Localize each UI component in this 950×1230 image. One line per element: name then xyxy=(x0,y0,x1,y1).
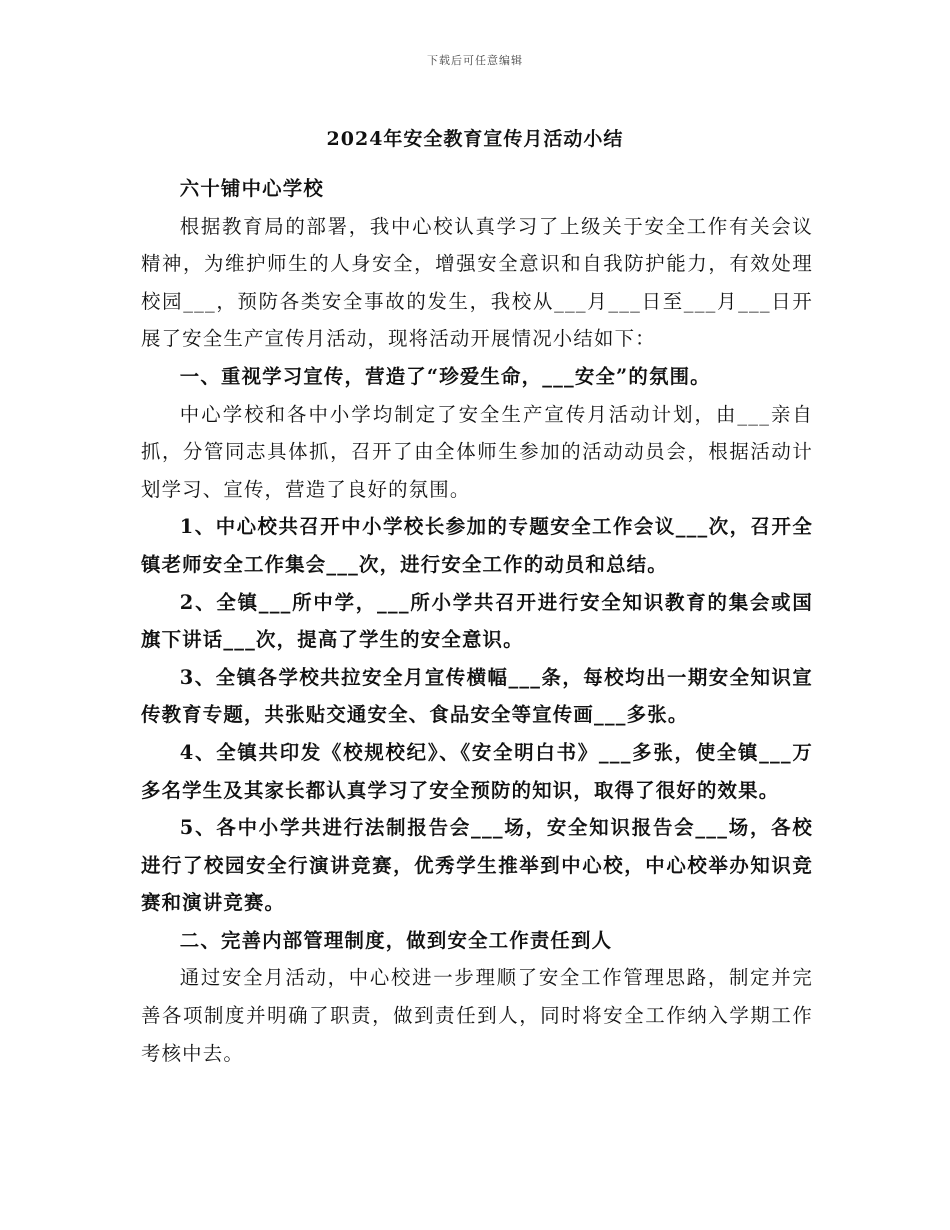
section-2-paragraph: 通过安全月活动，中心校进一步理顺了安全工作管理思路，制定并完善各项制度并明确了职责，做到责任到人，同时将安全工作纳入学期工作考核中去。 xyxy=(141,966,813,1065)
list-item-4: 4、全镇共印发《校规校纪》、《安全明白书》___多张，使全镇___万多名学生及其家长都认真学习了安全预防的知识，取得了很好的效果。 xyxy=(141,740,813,802)
list-item-1: 1、中心校共召开中小学校长参加的专题安全工作会议___次，召开全镇老师安全工作集会___次，进行安全工作的动员和总结。 xyxy=(141,515,813,576)
header-note: 下载后可任意编辑 xyxy=(427,54,523,67)
school-name: 六十铺中心学校 xyxy=(179,177,324,200)
section-heading-1: 一、重视学习宣传，营造了“珍爱生命，___安全”的氛围。 xyxy=(179,364,711,388)
document-body xyxy=(141,170,813,1072)
section-heading-2: 二、完善内部管理制度，做到安全工作责任到人 xyxy=(179,928,613,952)
list-item-5: 5、各中小学共进行法制报告会___场，安全知识报告会___场，各校进行了校园安全行演讲竞赛，优秀学生推举到中心校，中心校举办知识竞赛和演讲竞赛。 xyxy=(141,816,813,915)
document-title: 2024年安全教育宣传月活动小结 xyxy=(326,128,624,150)
list-item-3: 3、全镇各学校共拉安全月宣传横幅___条，每校均出一期安全知识宣传教育专题，共张贴交通安全、食品安全等宣传画___多张。 xyxy=(141,665,813,727)
list-item-2: 2、全镇___所中学，___所小学共召开进行安全知识教育的集会或国旗下讲话___次，提高了学生的安全意识。 xyxy=(141,590,813,652)
intro-paragraph: 根据教育局的部署，我中心校认真学习了上级关于安全工作有关会议精神，为维护师生的人身安全，增强安全意识和自我防护能力，有效处理校园___，预防各类安全事故的发生，我校从___月___日至___月___日开展了安全生产宣传月活动，现将活动开展情况小结如下： xyxy=(141,214,813,351)
section-1-paragraph: 中心学校和各中小学均制定了安全生产宣传月活动计划，由___亲自抓，分管同志具体抓，召开了由全体师生参加的活动动员会，根据活动计划学习、宣传，营造了良好的氛围。 xyxy=(141,402,813,501)
